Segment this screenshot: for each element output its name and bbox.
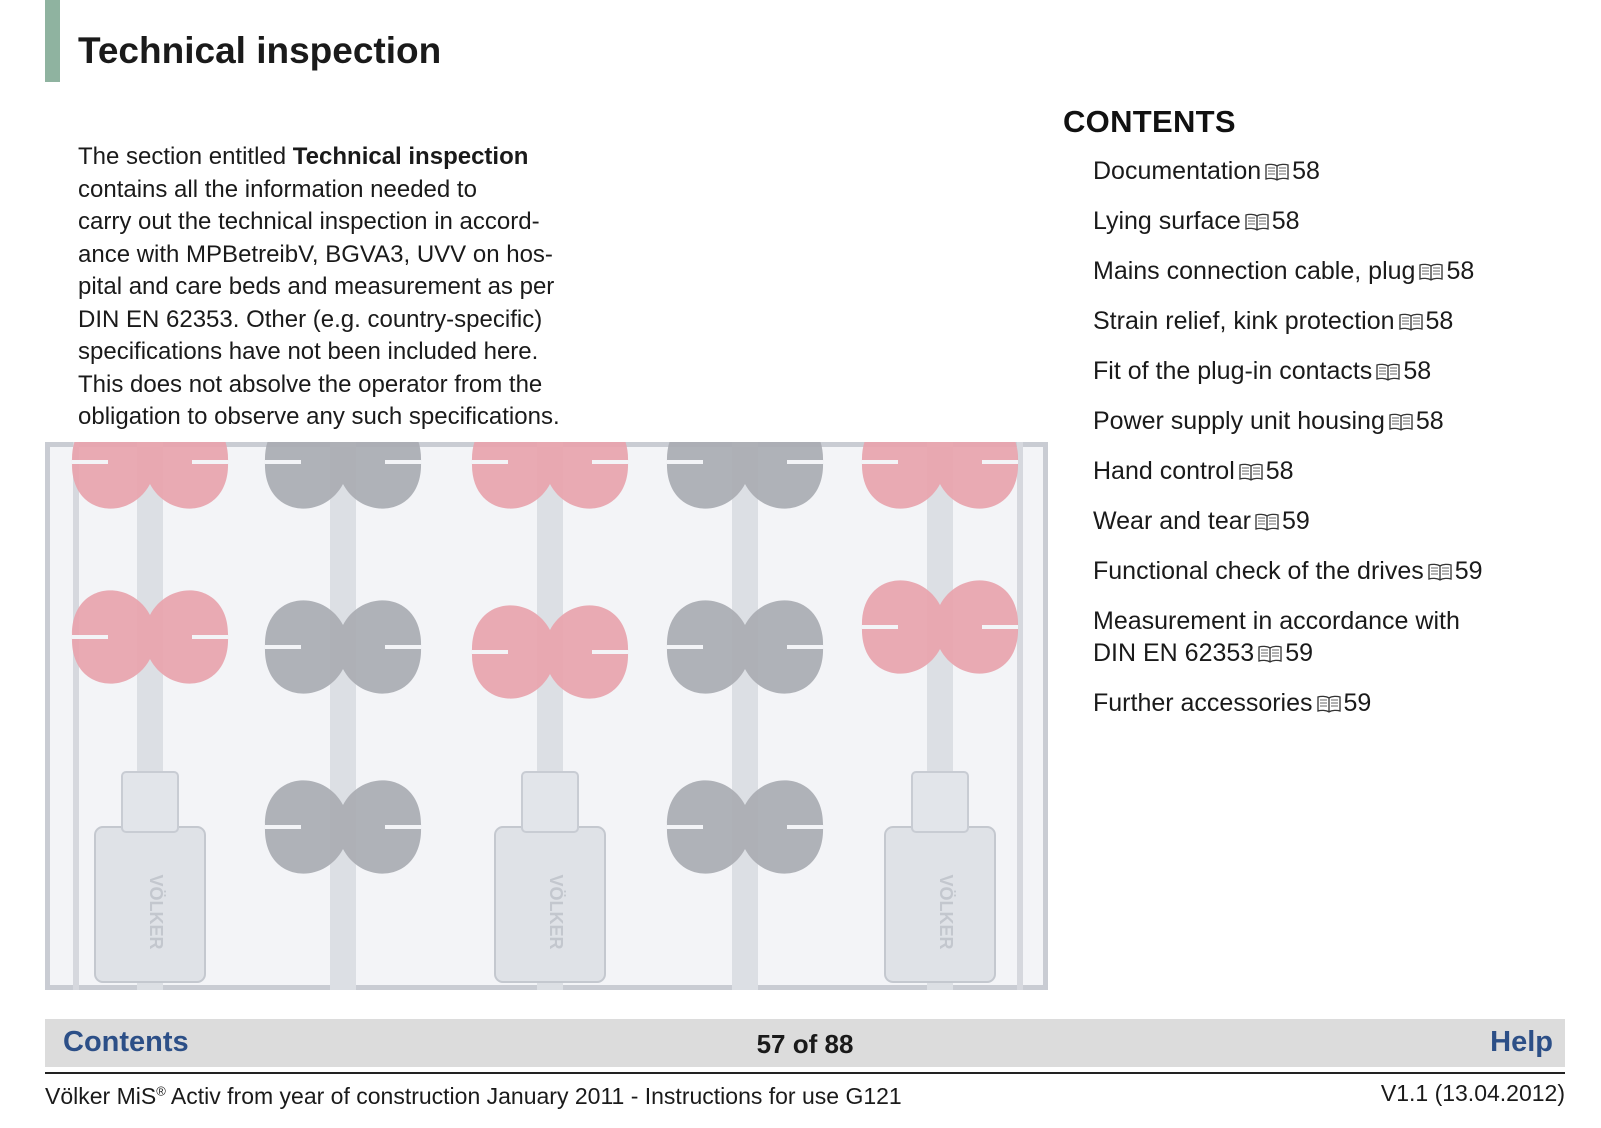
book-icon bbox=[1399, 307, 1423, 339]
brand-logo: VÖLKER bbox=[146, 874, 166, 950]
intro-line: ance with MPBetreibV, BGVA3, UVV on hos- bbox=[78, 240, 553, 268]
help-link[interactable]: Help bbox=[1490, 1026, 1553, 1058]
registered-mark: ® bbox=[156, 1083, 166, 1099]
toc-item-further-accessories[interactable]: Further accessories 59 bbox=[1093, 687, 1583, 721]
intro-line: obligation to observe any such specifications. bbox=[78, 403, 560, 430]
intro-bold-term: Technical inspection bbox=[292, 143, 529, 170]
toc-item-strain-relief[interactable]: Strain relief, kink protection 58 bbox=[1093, 305, 1583, 339]
footer-document-title: Völker MiS® Activ from year of construction January 2011 - Instructions for use G121 bbox=[45, 1083, 902, 1109]
intro-line: carry out the technical inspection in accord- bbox=[78, 208, 540, 235]
toc-item-functional-check[interactable]: Functional check of the drives 59 bbox=[1093, 555, 1583, 589]
book-icon bbox=[1389, 407, 1413, 439]
footer-divider bbox=[45, 1072, 1565, 1074]
spring-rod bbox=[732, 442, 758, 990]
toc-item-documentation[interactable]: Documentation 58 bbox=[1093, 155, 1583, 189]
intro-paragraph bbox=[78, 141, 638, 434]
book-icon bbox=[1255, 507, 1279, 539]
spring-rod bbox=[330, 442, 356, 990]
intro-line: contains all the information needed to bbox=[78, 175, 477, 203]
contents-heading: CONTENTS bbox=[1063, 104, 1236, 139]
toc-item-mains-cable[interactable]: Mains connection cable, plug 58 bbox=[1093, 255, 1583, 289]
book-icon bbox=[1265, 157, 1289, 189]
book-icon bbox=[1239, 457, 1263, 489]
intro-line: pital and care beds and measurement as per bbox=[78, 273, 555, 300]
book-icon bbox=[1317, 689, 1341, 721]
book-icon bbox=[1376, 357, 1400, 389]
spring-element-illustration bbox=[45, 442, 1048, 990]
contents-list bbox=[1093, 155, 1583, 737]
navigation-bar bbox=[45, 1019, 1565, 1067]
intro-line: DIN EN 62353. Other (e.g. country-specific) bbox=[78, 305, 543, 333]
intro-line: The section entitled Technical inspection bbox=[78, 143, 529, 170]
brand-logo: VÖLKER bbox=[546, 874, 566, 950]
toc-item-hand-control[interactable]: Hand control 58 bbox=[1093, 455, 1583, 489]
toc-item-plug-in-contacts[interactable]: Fit of the plug-in contacts 58 bbox=[1093, 355, 1583, 389]
intro-line: This does not absolve the operator from the bbox=[78, 370, 543, 398]
mattress-spring-photo bbox=[45, 442, 1048, 990]
footer-version: V1.1 (13.04.2012) bbox=[1380, 1080, 1565, 1106]
toc-item-wear-and-tear[interactable]: Wear and tear 59 bbox=[1093, 505, 1583, 539]
header-accent-bar bbox=[45, 0, 60, 82]
book-icon bbox=[1419, 257, 1443, 289]
toc-item-power-supply[interactable]: Power supply unit housing 58 bbox=[1093, 405, 1583, 439]
page-indicator: 57 of 88 bbox=[756, 1029, 854, 1059]
toc-item-measurement[interactable]: Measurement in accordance with DIN EN 62353 59 bbox=[1093, 605, 1583, 671]
book-icon bbox=[1258, 639, 1282, 671]
intro-line: specifications have not been included here. bbox=[78, 338, 539, 365]
book-icon bbox=[1245, 207, 1269, 239]
book-icon bbox=[1428, 557, 1452, 589]
contents-link[interactable]: Contents bbox=[63, 1026, 189, 1058]
brand-logo: VÖLKER bbox=[936, 874, 956, 950]
page-title: Technical inspection bbox=[78, 30, 442, 71]
toc-item-lying-surface[interactable]: Lying surface 58 bbox=[1093, 205, 1583, 239]
